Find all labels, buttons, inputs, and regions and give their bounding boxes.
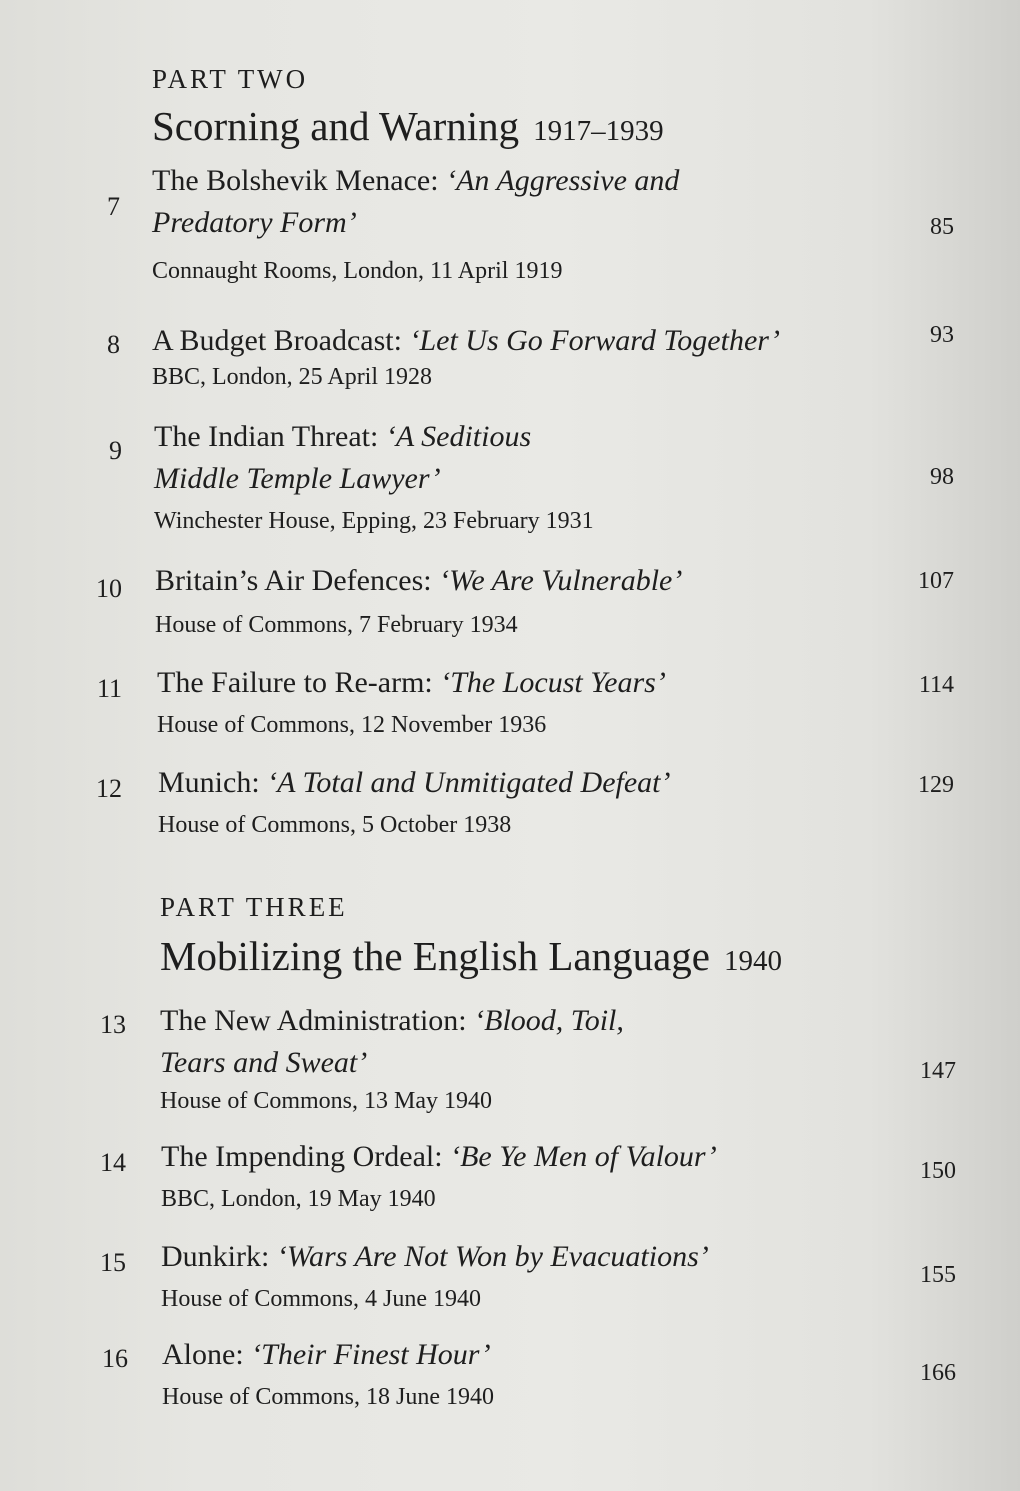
chapter-venue: BBC, London, 19 May 1940 (161, 1186, 436, 1212)
chapter-title (161, 1136, 861, 1178)
chapter-page-number: 107 (918, 568, 954, 594)
chapter-quote-line1: ‘An Aggressive and (446, 164, 680, 197)
chapter-quote: ‘Wars Are Not Won by Evacuations’ (276, 1240, 709, 1273)
chapter-quote: ‘Be Ye Men of Valour’ (450, 1140, 717, 1173)
part-three-title (160, 932, 782, 980)
chapter-number: 12 (96, 774, 122, 803)
chapter-title (157, 662, 857, 704)
chapter-number: 7 (107, 192, 120, 221)
chapter-venue: House of Commons, 12 November 1936 (157, 712, 547, 738)
chapter-page-number: 129 (918, 772, 954, 798)
chapter-venue: House of Commons, 7 February 1934 (155, 612, 518, 638)
chapter-venue: House of Commons, 13 May 1940 (160, 1088, 492, 1114)
chapter-quote: ‘Their Finest Hour’ (251, 1338, 491, 1371)
chapter-number: 13 (100, 1010, 126, 1039)
chapter-page-number: 155 (920, 1262, 956, 1288)
part-two-title (152, 102, 664, 150)
chapter-venue: House of Commons, 4 June 1940 (161, 1286, 481, 1312)
chapter-page-number: 98 (930, 464, 954, 490)
chapter-title-text: The Failure to Re-arm: (157, 666, 441, 699)
chapter-page-number: 166 (920, 1360, 956, 1386)
chapter-quote: ‘The Locust Years’ (440, 666, 666, 699)
chapter-title (152, 320, 852, 362)
chapter-page-number: 93 (930, 322, 954, 348)
chapter-page-number: 150 (920, 1158, 956, 1184)
chapter-title (161, 1236, 861, 1278)
chapter-venue: BBC, London, 25 April 1928 (152, 364, 433, 390)
part-two-years: 1917–1939 (533, 115, 664, 147)
chapter-title-text: A Budget Broadcast: (152, 324, 410, 357)
chapter-title-text: The Impending Ordeal: (161, 1140, 451, 1173)
chapter-title (162, 1334, 862, 1376)
chapter-number: 9 (109, 436, 122, 465)
part-two-title-text: Scorning and Warning (152, 103, 520, 149)
part-three-years: 1940 (723, 945, 782, 977)
chapter-page-number: 85 (930, 214, 954, 240)
chapter-title (152, 160, 852, 244)
chapter-number: 15 (100, 1248, 126, 1277)
chapter-title-text: Dunkirk: (161, 1240, 277, 1273)
chapter-title-text: Munich: (158, 766, 268, 799)
chapter-title-text: The New Administration: (160, 1004, 475, 1037)
chapter-quote-line2: Predatory Form’ (152, 206, 357, 239)
chapter-title (160, 1000, 860, 1084)
chapter-quote: ‘Let Us Go Forward Together’ (409, 324, 781, 357)
chapter-quote-line1: ‘Blood, Toil, (474, 1004, 624, 1037)
chapter-venue: House of Commons, 5 October 1938 (158, 812, 512, 838)
chapter-number: 11 (96, 674, 122, 703)
chapter-title (154, 416, 854, 500)
chapter-venue: House of Commons, 18 June 1940 (162, 1384, 494, 1410)
part-three-title-text: Mobilizing the English Language (160, 933, 710, 979)
chapter-quote: ‘A Total and Unmitigated Defeat’ (267, 766, 671, 799)
chapter-quote-line2: Middle Temple Lawyer’ (154, 462, 441, 495)
chapter-quote-line2: Tears and Sweat’ (160, 1046, 368, 1079)
chapter-quote: ‘We Are Vulnerable’ (439, 564, 683, 597)
chapter-title (155, 560, 855, 602)
chapter-title (158, 762, 858, 804)
chapter-number: 10 (96, 574, 122, 603)
chapter-venue: Winchester House, Epping, 23 February 1931 (154, 508, 594, 534)
chapter-page-number: 147 (920, 1058, 956, 1084)
chapter-number: 14 (100, 1148, 126, 1177)
chapter-quote-line1: ‘A Seditious (385, 420, 532, 453)
chapter-number: 16 (102, 1344, 128, 1373)
chapter-title-text: The Indian Threat: (154, 420, 386, 453)
part-two-label: PART TWO (152, 64, 309, 94)
chapter-title-text: Alone: (162, 1338, 252, 1371)
part-three-label: PART THREE (160, 892, 348, 922)
chapter-number: 8 (107, 330, 120, 359)
chapter-page-number: 114 (918, 672, 954, 698)
chapter-title-text: Britain’s Air Defences: (155, 564, 440, 597)
chapter-venue: Connaught Rooms, London, 11 April 1919 (152, 258, 563, 284)
chapter-title-text: The Bolshevik Menace: (152, 164, 447, 197)
